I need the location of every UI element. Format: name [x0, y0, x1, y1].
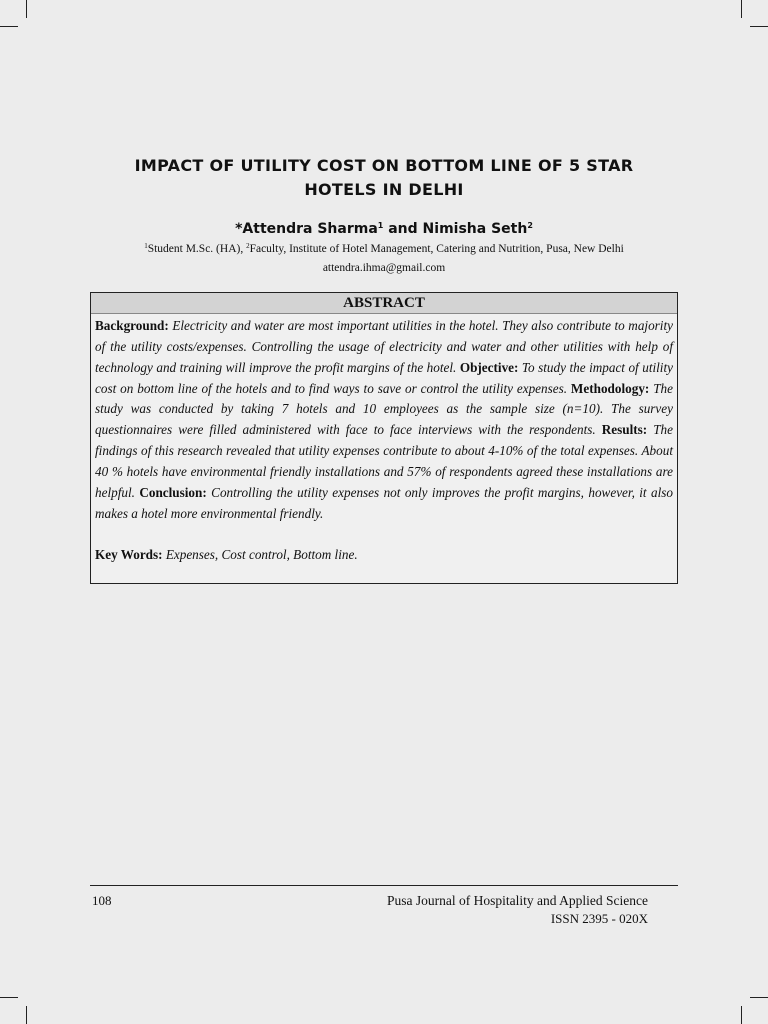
crop-mark — [26, 1006, 27, 1024]
keywords — [95, 545, 673, 566]
conclusion-label: Conclusion: — [139, 484, 207, 500]
keywords-text: Expenses, Cost control, Bottom line. — [162, 547, 358, 563]
footer-rule — [90, 885, 678, 886]
crop-mark — [750, 26, 768, 27]
objective-text: To study the impact of utility cost on bottom line of the hotels and to find ways to save or control the utility expenses. — [95, 359, 673, 396]
abstract-paragraph — [95, 316, 673, 524]
paper-title — [90, 154, 678, 202]
results-text: The findings of this research revealed that utility expenses contribute to about 4-10% of the total expenses. About 40 % hotels have environmental friendly installations and 57% of respondents agreed these installations are helpful. — [95, 422, 674, 500]
abstract-body — [91, 314, 677, 566]
affil-text-1: Student M.Sc. (HA), — [147, 243, 247, 255]
author-2: Nimisha Seth — [422, 221, 528, 237]
title-line-1: IMPACT OF UTILITY COST ON BOTTOM LINE OF 5 STAR — [134, 156, 634, 175]
keywords-label: Key Words: — [95, 547, 163, 563]
author-1-sup: 1 — [377, 221, 384, 230]
background-label: Background: — [95, 318, 169, 333]
author-line — [90, 216, 678, 239]
author-1: *Attendra Sharma — [235, 221, 378, 237]
results-label: Results: — [601, 422, 648, 438]
crop-mark — [741, 0, 742, 18]
abstract-box — [90, 292, 678, 584]
methodology-label: Methodology: — [570, 380, 650, 396]
author-joiner: and — [383, 221, 423, 237]
methodology-text: The study was conducted by taking 7 hotels and 10 employees as the sample size (n=10). The survey questionnaires were filled administered with face to face interviews with the respondents. — [95, 380, 673, 438]
crop-mark — [750, 997, 768, 998]
affil-sup-1: 1 — [144, 242, 148, 250]
affil-text-2: Faculty, Institute of Hotel Management, Catering and Nutrition, Pusa, New Delhi — [249, 243, 624, 255]
journal-name: Pusa Journal of Hospitality and Applied Science — [387, 893, 648, 908]
crop-mark — [0, 26, 18, 27]
title-line-2: HOTELS IN DELHI — [304, 180, 464, 199]
crop-mark — [26, 0, 27, 18]
crop-mark — [741, 1006, 742, 1024]
abstract-heading: ABSTRACT — [91, 293, 677, 314]
author-email: attendra.ihma@gmail.com — [322, 262, 446, 274]
crop-mark — [0, 997, 18, 998]
journal-issn: ISSN 2395 - 020X — [550, 911, 648, 926]
objective-label: Objective: — [459, 359, 519, 375]
page-number: 108 — [92, 893, 112, 908]
affil-sup-2: 2 — [246, 242, 250, 250]
background-text: Electricity and water are most important utilities in the hotel. They also contribute to majority of the utility costs/expenses. Controlling the usage of electricity and water and other utilities with help of technology and training will improve the profit margins of the hotel. — [95, 318, 673, 375]
affiliation — [60, 238, 708, 257]
author-2-sup: 2 — [527, 221, 533, 230]
conclusion-text: Controlling the utility expenses not only improves the profit margins, however, it also makes a hotel more environmental friendly. — [95, 484, 673, 521]
